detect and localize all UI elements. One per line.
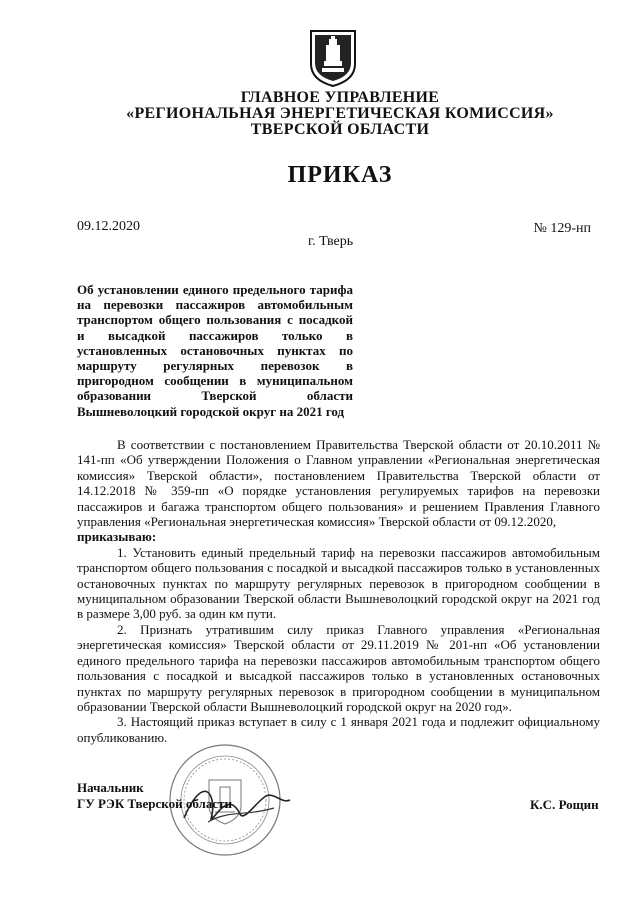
order-item-1: 1. Установить единый предельный тариф на перевозки пассажиров автомобильным транспортом общего пользования с посадкой и высадкой пассажиров только в установленных остановочных пунктах по маршруту регулярных перевозок в пригородном сообщении в муниципальном образовании Тверской области Вышневолоцкий городской округ на 2021 год в размере 3,00 руб. за один км пути. (77, 544, 600, 622)
preamble-paragraph: В соответствии с постановлением Правительства Тверской области от 20.10.2011 № 141-пп «Об утверждении Положения о Главном управлении «Региональная энергетическая комиссия» Тверской области», постановлением Правительства Тверской области от 14.12.2018 № 359-пп «О порядке установления регулируемых тарифов на перевозки пассажиров и багажа транспортом общего пользования» и решением Правления Главного управления «Региональная энергетическая комиссия» Тверской области от 09.12.2020, (77, 437, 600, 530)
document-number: № 129-нп (533, 221, 591, 236)
order-item-3: 3. Настоящий приказ вступает в силу с 1 января 2021 года и подлежит официальному опубликованию. (77, 714, 600, 745)
signer-name: К.С. Рощин (530, 797, 599, 812)
org-name-line-3: ТВЕРСКОЙ ОБЛАСТИ (250, 121, 430, 138)
document-type-title: ПРИКАЗ (287, 162, 393, 188)
org-name-line-2: «РЕГИОНАЛЬНАЯ ЭНЕРГЕТИЧЕСКАЯ КОМИССИЯ» (126, 105, 554, 122)
signer-position-line-2: ГУ РЭК Тверской области (77, 795, 232, 811)
order-item-2: 2. Признать утратившим силу приказ Главного управления «Региональная энергетическая комиссия» Тверской области от 29.11.2019 № 201-нп «Об установлении единого предельного тарифа на перевозки пассажиров автомобильным транспортом общего пользования с посадкой и высадкой пассажиров только в установленных остановочных пунктах по маршруту регулярных перевозок в пригородном сообщении в муниципальном образовании Тверской области Вышневолоцкий городской округ на 2020 год». (77, 621, 600, 714)
document-date: 09.12.2020 (77, 219, 140, 234)
order-word: приказываю: (77, 529, 157, 545)
org-name-line-1: ГЛАВНОЕ УПРАВЛЕНИЕ (240, 89, 440, 106)
signer-position (77, 780, 232, 811)
order-subject: Об установлении единого предельного тарифа на перевозки пассажиров автомобильным транспортом общего пользования с посадкой и высадкой пассажиров только в установленных остановочных пунктах по маршруту регулярных перевозок в пригородном сообщении в муниципальном образовании Тверской области Вышневолоцкий городской округ на 2021 год (77, 282, 353, 419)
order-body (77, 437, 600, 745)
document-city: г. Тверь (308, 234, 354, 249)
coat-of-arms-emblem (308, 28, 358, 88)
signer-position-line-1: Начальник (77, 780, 144, 795)
